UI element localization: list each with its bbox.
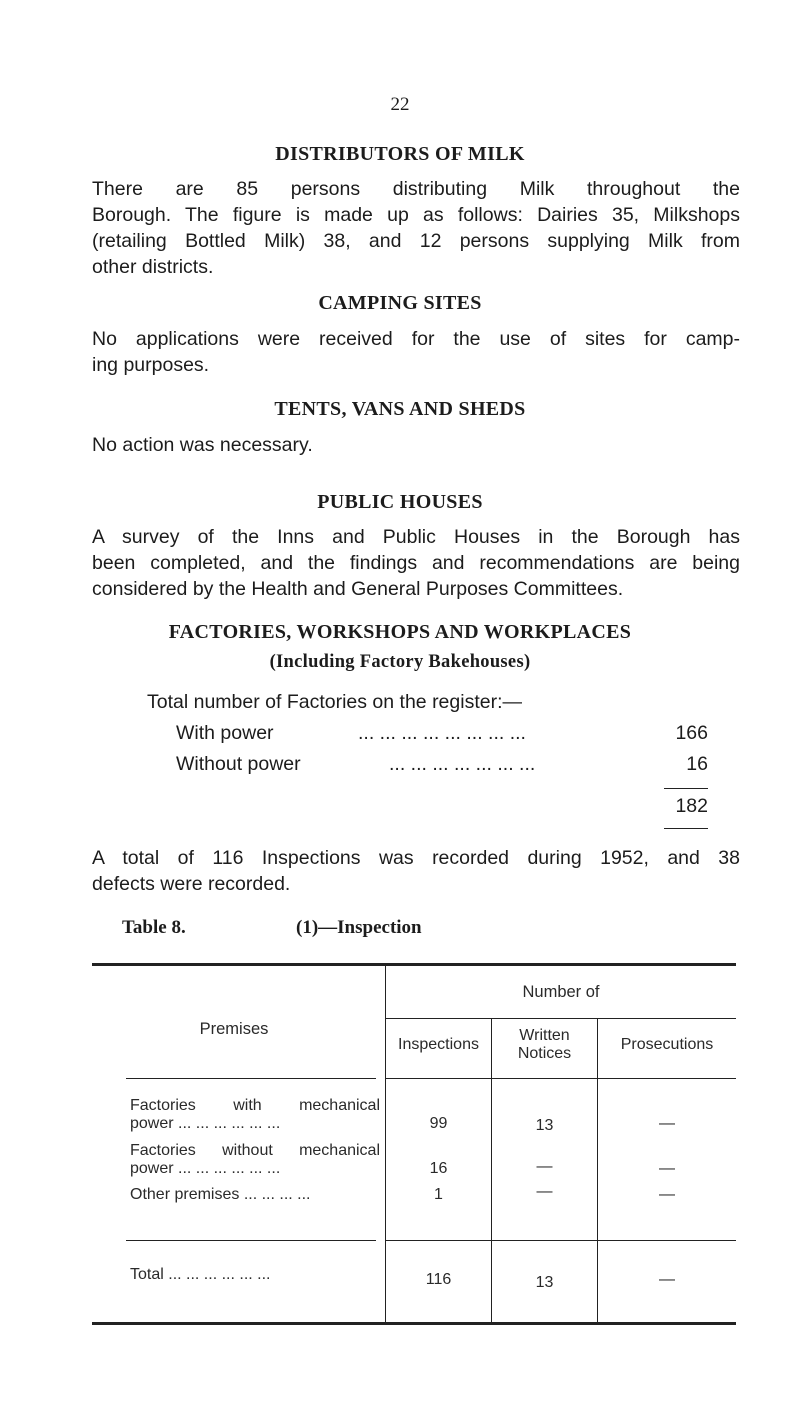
heading-milk: DISTRIBUTORS OF MILK <box>275 143 525 165</box>
text-line: defects were recorded. <box>92 873 291 895</box>
header-written-line: Written <box>519 1027 570 1044</box>
text-line: other districts. <box>92 256 214 278</box>
cell-written: — <box>536 1183 553 1200</box>
text-line: ing purposes. <box>92 354 210 376</box>
cell-prosecutions: — <box>659 1115 675 1132</box>
text-line: No action was necessary. <box>92 434 313 456</box>
cell-written: 13 <box>535 1117 554 1134</box>
header-number-of: Number of <box>522 983 600 1001</box>
text-line: been completed, and the findings and recommendations are being <box>92 552 740 574</box>
table-title: (1)—Inspection <box>296 917 422 938</box>
cell-prosecutions: — <box>659 1186 675 1203</box>
leader-dots: ... ... ... ... ... ... ... <box>389 753 536 775</box>
total-inspections: 116 <box>425 1271 452 1288</box>
text-line: (retailing Bottled Milk) 38, and 12 persons supplying Milk from <box>92 230 740 252</box>
header-written-line: Notices <box>517 1045 572 1062</box>
table-row-label <box>130 1142 380 1178</box>
heading-factories: FACTORIES, WORKSHOPS AND WORKPLACES <box>168 621 632 643</box>
table-bottom-rule <box>92 1322 736 1325</box>
text-line: No applications were received for the use of sites for camp- <box>92 328 740 350</box>
table-row-label <box>130 1186 380 1204</box>
register-intro: Total number of Factories on the register:— <box>147 691 523 713</box>
table-row-label <box>130 1097 380 1133</box>
row-label-line: power ... ... ... ... ... ... <box>130 1115 281 1132</box>
table-label: Table 8. <box>122 917 186 938</box>
row-label-line: power ... ... ... ... ... ... <box>130 1160 281 1177</box>
row-label-line: Other premises ... ... ... ... <box>130 1186 311 1203</box>
header-written-notices <box>492 1027 597 1063</box>
header-bottom-rule <box>385 1078 736 1079</box>
without-power-label: Without power <box>176 753 301 775</box>
header-premises: Premises <box>199 1020 269 1038</box>
cell-inspections: 16 <box>429 1160 448 1177</box>
heading-tents: TENTS, VANS AND SHEDS <box>274 398 526 420</box>
with-power-label: With power <box>176 722 274 744</box>
total-written: 13 <box>535 1274 554 1291</box>
total-top-rule <box>385 1240 736 1241</box>
register-total: 182 <box>675 795 708 817</box>
text-line: There are 85 persons distributing Milk throughout the <box>92 178 740 200</box>
subheading-factories: (Including Factory Bakehouses) <box>269 652 531 672</box>
total-prosecutions: — <box>659 1271 675 1288</box>
cell-inspections: 99 <box>429 1115 448 1132</box>
total-label: Total ... ... ... ... ... ... <box>130 1266 271 1283</box>
heading-public-houses: PUBLIC HOUSES <box>317 491 483 513</box>
text-line: considered by the Health and General Purposes Committees. <box>92 578 624 600</box>
total-top-rule <box>126 1240 376 1241</box>
text-line: A survey of the Inns and Public Houses in the Borough has <box>92 526 740 548</box>
heading-camping: CAMPING SITES <box>318 292 482 314</box>
cell-prosecutions: — <box>659 1160 675 1177</box>
with-power-value: 166 <box>675 722 708 744</box>
text-line: A total of 116 Inspections was recorded during 1952, and 38 <box>92 847 740 869</box>
page-number: 22 <box>390 94 410 115</box>
leader-dots: ... ... ... ... ... ... ... ... <box>358 722 526 744</box>
header-group-rule <box>385 1018 736 1019</box>
header-inspections: Inspections <box>398 1036 479 1053</box>
header-prosecutions: Prosecutions <box>620 1036 714 1053</box>
text-line: Borough. The figure is made up as follows: Dairies 35, Milkshops <box>92 204 740 226</box>
header-bottom-rule <box>126 1078 376 1079</box>
cell-inspections: 1 <box>434 1186 443 1203</box>
without-power-value: 16 <box>686 753 708 775</box>
table-top-rule <box>92 963 736 966</box>
row-label-line: Factories without mechanical <box>130 1142 380 1159</box>
cell-written: — <box>536 1158 553 1175</box>
row-label-line: Factories with mechanical <box>130 1097 380 1114</box>
